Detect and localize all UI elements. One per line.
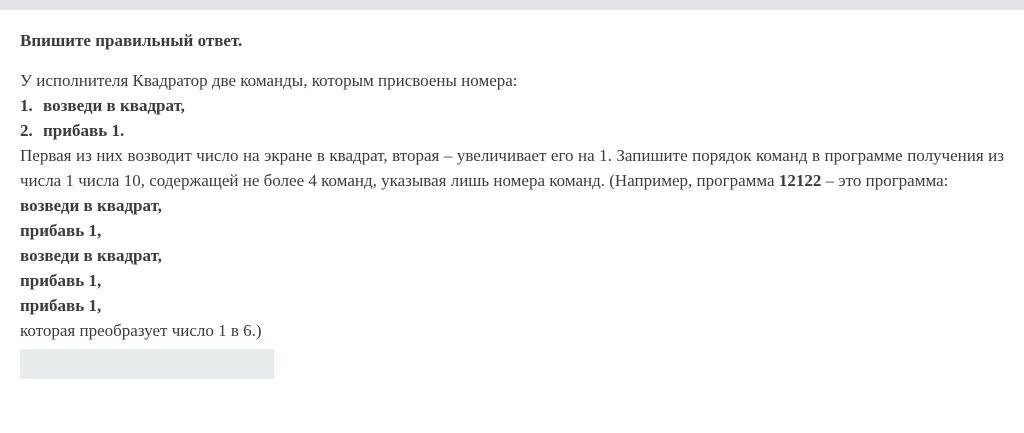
- answer-input[interactable]: [20, 349, 274, 379]
- command-number: 1.: [20, 96, 33, 115]
- closing-text: которая преобразует число 1 в 6.): [20, 321, 262, 340]
- question-content: [0, 28, 1024, 379]
- example-step: прибавь 1,: [20, 296, 102, 315]
- prompt-title: Впишите правильный ответ.: [20, 31, 243, 50]
- example-step: возведи в квадрат,: [20, 196, 162, 215]
- command-label: возведи в квадрат,: [43, 96, 185, 115]
- example-step: прибавь 1,: [20, 271, 102, 290]
- command-number: 2.: [20, 121, 33, 140]
- example-program-code: 12122: [778, 171, 822, 190]
- command-label: прибавь 1.: [43, 121, 125, 140]
- example-step: прибавь 1,: [20, 221, 102, 240]
- example-step-list: [20, 193, 1004, 318]
- command-item: [20, 118, 1004, 143]
- task-intro: У исполнителя Квадратор две команды, которым присвоены номера:: [20, 71, 518, 90]
- top-bar: [0, 0, 1024, 10]
- task-description: [20, 143, 1004, 193]
- example-step: возведи в квадрат,: [20, 246, 162, 265]
- command-item: [20, 93, 1004, 118]
- command-list: [20, 93, 1004, 143]
- task-text-part1: Первая из них возводит число на экране в квадрат, вторая – увеличивает его на 1. Запишите порядок команд в программе получения из числа 1 числа 10, содержащей не более 4 команд, указывая лишь номера команд. (Например, программа: [20, 146, 1004, 190]
- task-text-part2: – это программа:: [821, 171, 949, 190]
